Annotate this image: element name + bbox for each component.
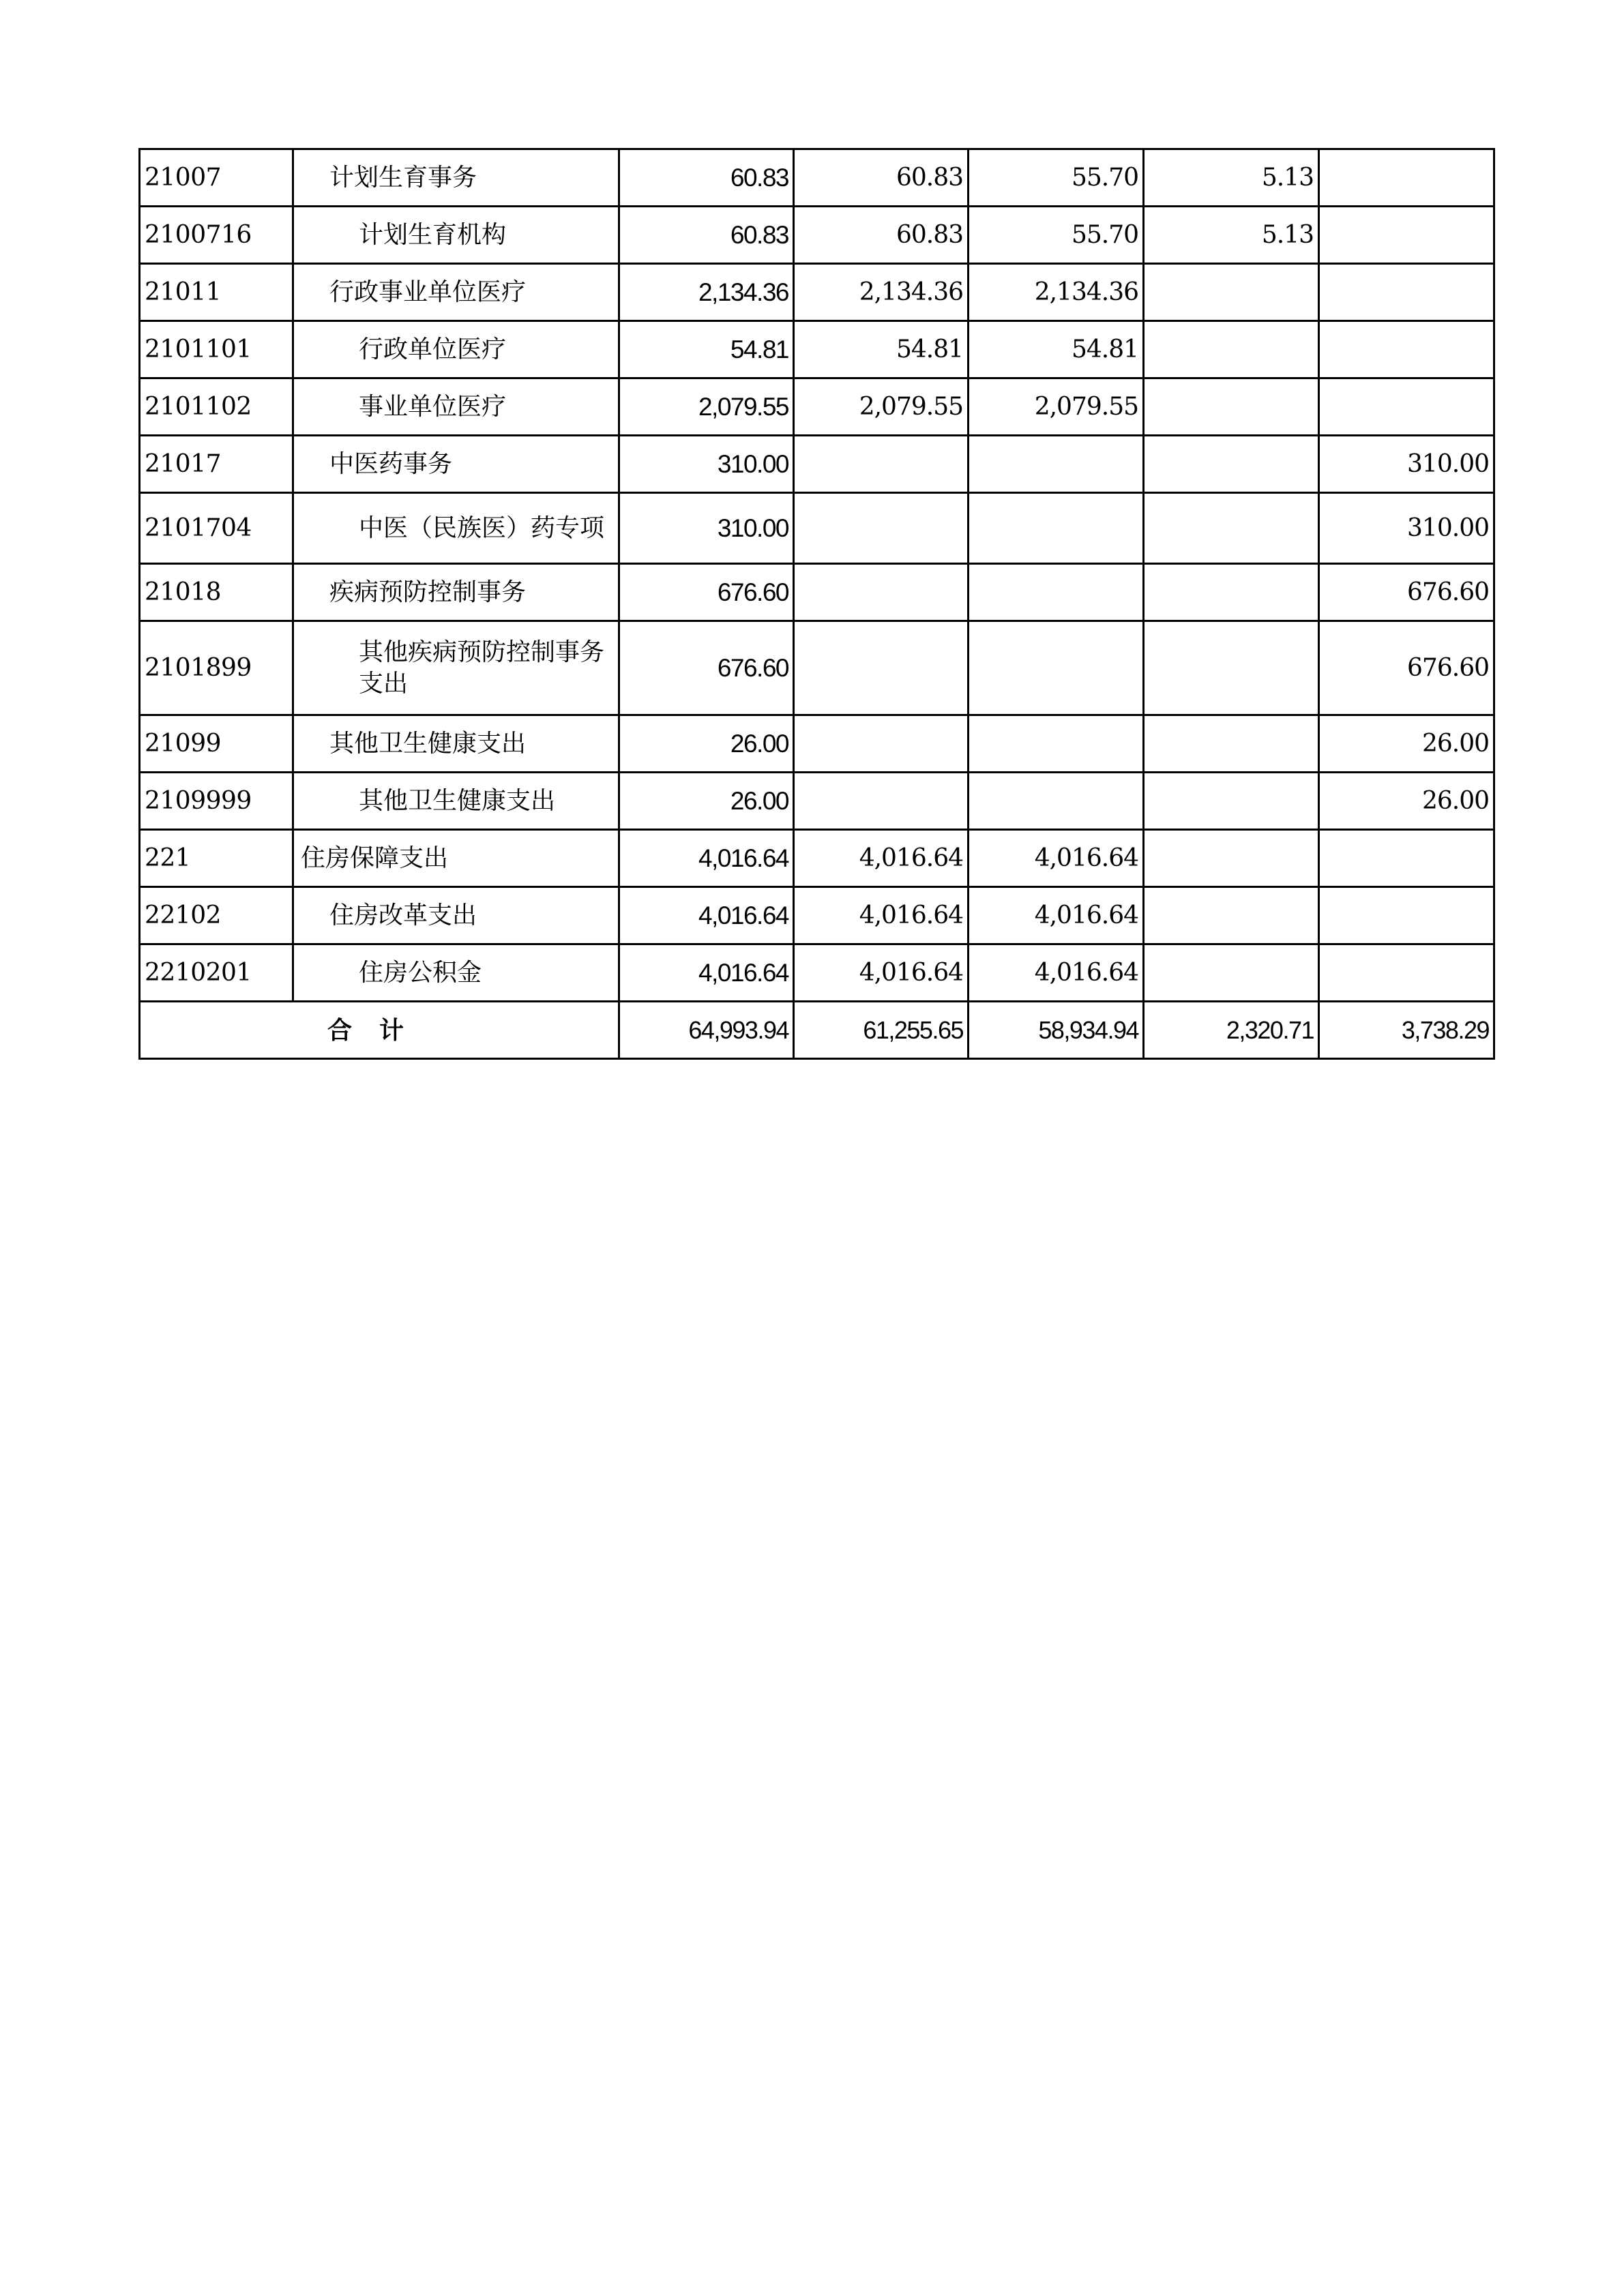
row-col3: 4,016.64 xyxy=(969,830,1144,887)
row-col3: 2,134.36 xyxy=(969,264,1144,321)
row-col4 xyxy=(1144,564,1319,621)
row-col3 xyxy=(969,773,1144,830)
row-col5 xyxy=(1319,264,1494,321)
row-col5: 310.00 xyxy=(1319,436,1494,493)
row-code: 2101899 xyxy=(140,621,293,715)
row-code: 2101101 xyxy=(140,321,293,378)
total-col4: 2,320.71 xyxy=(1144,1002,1319,1059)
row-total: 2,134.36 xyxy=(619,264,794,321)
row-name: 行政事业单位医疗 xyxy=(293,264,619,321)
row-name: 其他疾病预防控制事务支出 xyxy=(293,621,619,715)
row-col2: 4,016.64 xyxy=(794,887,969,944)
row-col4 xyxy=(1144,493,1319,564)
table-row xyxy=(140,944,1494,1002)
row-col3 xyxy=(969,493,1144,564)
row-code: 21018 xyxy=(140,564,293,621)
table-row xyxy=(140,493,1494,564)
row-col3 xyxy=(969,715,1144,773)
row-col4 xyxy=(1144,321,1319,378)
table-row xyxy=(140,436,1494,493)
row-total: 4,016.64 xyxy=(619,830,794,887)
row-col4 xyxy=(1144,715,1319,773)
row-code: 22102 xyxy=(140,887,293,944)
row-total: 4,016.64 xyxy=(619,887,794,944)
row-col3 xyxy=(969,436,1144,493)
row-name: 其他卫生健康支出 xyxy=(293,773,619,830)
row-col4 xyxy=(1144,773,1319,830)
row-total: 310.00 xyxy=(619,493,794,564)
row-name: 其他卫生健康支出 xyxy=(293,715,619,773)
row-col2: 60.83 xyxy=(794,207,969,264)
row-col5 xyxy=(1319,944,1494,1002)
row-code: 21007 xyxy=(140,149,293,207)
row-col5: 676.60 xyxy=(1319,621,1494,715)
row-col5: 26.00 xyxy=(1319,773,1494,830)
row-col4 xyxy=(1144,944,1319,1002)
row-col2: 60.83 xyxy=(794,149,969,207)
row-name: 计划生育机构 xyxy=(293,207,619,264)
total-label: 合计 xyxy=(140,1002,619,1059)
row-col4 xyxy=(1144,830,1319,887)
row-total: 60.83 xyxy=(619,207,794,264)
row-col2: 4,016.64 xyxy=(794,830,969,887)
row-code: 2210201 xyxy=(140,944,293,1002)
row-name: 住房公积金 xyxy=(293,944,619,1002)
row-total: 60.83 xyxy=(619,149,794,207)
row-total: 676.60 xyxy=(619,564,794,621)
row-code: 2109999 xyxy=(140,773,293,830)
row-code: 21099 xyxy=(140,715,293,773)
row-code: 2101704 xyxy=(140,493,293,564)
row-col2: 4,016.64 xyxy=(794,944,969,1002)
row-col5: 676.60 xyxy=(1319,564,1494,621)
row-col2 xyxy=(794,436,969,493)
row-col5 xyxy=(1319,149,1494,207)
row-name: 住房改革支出 xyxy=(293,887,619,944)
row-col5: 26.00 xyxy=(1319,715,1494,773)
row-col2 xyxy=(794,621,969,715)
row-col3: 55.70 xyxy=(969,207,1144,264)
row-col3: 55.70 xyxy=(969,149,1144,207)
row-col2: 54.81 xyxy=(794,321,969,378)
row-total: 4,016.64 xyxy=(619,944,794,1002)
row-name: 计划生育事务 xyxy=(293,149,619,207)
row-col5 xyxy=(1319,378,1494,436)
table-row xyxy=(140,715,1494,773)
table-row xyxy=(140,378,1494,436)
row-name: 中医（民族医）药专项 xyxy=(293,493,619,564)
row-name: 住房保障支出 xyxy=(293,830,619,887)
row-code: 21017 xyxy=(140,436,293,493)
row-col2 xyxy=(794,773,969,830)
row-col5 xyxy=(1319,830,1494,887)
table-row xyxy=(140,887,1494,944)
row-col2 xyxy=(794,715,969,773)
row-total: 310.00 xyxy=(619,436,794,493)
total-col5: 3,738.29 xyxy=(1319,1002,1494,1059)
row-col4 xyxy=(1144,264,1319,321)
row-col4 xyxy=(1144,436,1319,493)
total-row xyxy=(140,1002,1494,1059)
row-col4: 5.13 xyxy=(1144,149,1319,207)
row-name: 疾病预防控制事务 xyxy=(293,564,619,621)
row-total: 26.00 xyxy=(619,773,794,830)
table-row xyxy=(140,773,1494,830)
table-row xyxy=(140,207,1494,264)
row-col3: 54.81 xyxy=(969,321,1144,378)
row-col2 xyxy=(794,493,969,564)
row-col3 xyxy=(969,564,1144,621)
row-col3: 4,016.64 xyxy=(969,944,1144,1002)
row-total: 2,079.55 xyxy=(619,378,794,436)
row-total: 26.00 xyxy=(619,715,794,773)
row-total: 676.60 xyxy=(619,621,794,715)
row-code: 221 xyxy=(140,830,293,887)
table-body xyxy=(140,149,1494,1059)
row-col5 xyxy=(1319,887,1494,944)
row-col3: 4,016.64 xyxy=(969,887,1144,944)
row-code: 2100716 xyxy=(140,207,293,264)
table-row xyxy=(140,321,1494,378)
row-name: 行政单位医疗 xyxy=(293,321,619,378)
row-col3 xyxy=(969,621,1144,715)
table-row xyxy=(140,621,1494,715)
row-name: 事业单位医疗 xyxy=(293,378,619,436)
total-col2: 61,255.65 xyxy=(794,1002,969,1059)
row-col4: 5.13 xyxy=(1144,207,1319,264)
row-col5 xyxy=(1319,321,1494,378)
row-col2: 2,134.36 xyxy=(794,264,969,321)
row-code: 2101102 xyxy=(140,378,293,436)
total-value: 64,993.94 xyxy=(619,1002,794,1059)
row-col4 xyxy=(1144,887,1319,944)
table-row xyxy=(140,149,1494,207)
row-col4 xyxy=(1144,378,1319,436)
row-total: 54.81 xyxy=(619,321,794,378)
row-col2: 2,079.55 xyxy=(794,378,969,436)
row-col4 xyxy=(1144,621,1319,715)
total-col3: 58,934.94 xyxy=(969,1002,1144,1059)
row-name: 中医药事务 xyxy=(293,436,619,493)
row-col5 xyxy=(1319,207,1494,264)
table-row xyxy=(140,564,1494,621)
table-row xyxy=(140,264,1494,321)
budget-table xyxy=(138,148,1495,1060)
row-code: 21011 xyxy=(140,264,293,321)
table-row xyxy=(140,830,1494,887)
row-col3: 2,079.55 xyxy=(969,378,1144,436)
row-col5: 310.00 xyxy=(1319,493,1494,564)
row-col2 xyxy=(794,564,969,621)
